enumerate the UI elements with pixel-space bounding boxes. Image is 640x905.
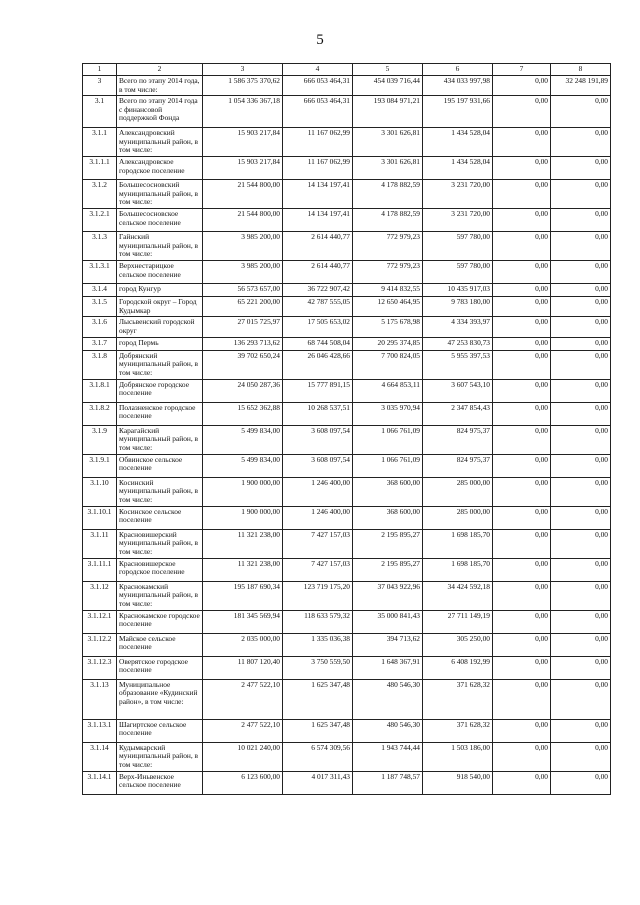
table-row <box>83 719 611 742</box>
amount-cell: 1 503 186,00 <box>423 742 493 771</box>
table-row <box>83 656 611 679</box>
row-code-cell: 3.1.1.1 <box>83 157 117 180</box>
amount-cell: 65 221 200,00 <box>203 297 283 317</box>
amount-cell: 2 477 522,10 <box>203 679 283 719</box>
column-header: 5 <box>353 64 423 76</box>
row-code-cell: 3.1.13 <box>83 679 117 719</box>
amount-cell: 0,00 <box>551 506 611 529</box>
amount-cell: 0,00 <box>493 529 551 558</box>
amount-cell: 4 178 882,59 <box>353 209 423 232</box>
table-row <box>83 297 611 317</box>
table-row <box>83 180 611 209</box>
amount-cell: 1 900 000,00 <box>203 506 283 529</box>
amount-cell: 2 035 000,00 <box>203 633 283 656</box>
amount-cell: 195 197 931,66 <box>423 96 493 128</box>
amount-cell: 0,00 <box>493 454 551 477</box>
row-code-cell: 3.1.1 <box>83 128 117 157</box>
amount-cell: 285 000,00 <box>423 477 493 506</box>
table-row <box>83 679 611 719</box>
table-row <box>83 454 611 477</box>
amount-cell: 772 979,23 <box>353 232 423 261</box>
amount-cell: 0,00 <box>493 337 551 350</box>
amount-cell: 1 246 400,00 <box>283 477 353 506</box>
row-code-cell: 3.1.2 <box>83 180 117 209</box>
row-code-cell: 3.1.8.1 <box>83 379 117 402</box>
amount-cell: 824 975,37 <box>423 425 493 454</box>
amount-cell: 5 499 834,00 <box>203 454 283 477</box>
amount-cell: 11 321 238,00 <box>203 529 283 558</box>
amount-cell: 1 900 000,00 <box>203 477 283 506</box>
row-name-cell: Краснокамское городское поселение <box>117 610 203 633</box>
amount-cell: 17 505 653,02 <box>283 317 353 337</box>
amount-cell: 394 713,62 <box>353 633 423 656</box>
amount-cell: 6 123 600,00 <box>203 771 283 794</box>
amount-cell: 11 807 120,40 <box>203 656 283 679</box>
amount-cell: 0,00 <box>551 633 611 656</box>
amount-cell: 0,00 <box>551 529 611 558</box>
amount-cell: 305 250,00 <box>423 633 493 656</box>
amount-cell: 56 573 657,00 <box>203 284 283 297</box>
amount-cell: 0,00 <box>493 679 551 719</box>
amount-cell: 1 054 336 367,18 <box>203 96 283 128</box>
amount-cell: 772 979,23 <box>353 261 423 284</box>
amount-cell: 5 499 834,00 <box>203 425 283 454</box>
amount-cell: 0,00 <box>493 402 551 425</box>
amount-cell: 0,00 <box>493 232 551 261</box>
row-code-cell: 3.1.12 <box>83 581 117 610</box>
table-row <box>83 633 611 656</box>
amount-cell: 1 066 761,09 <box>353 454 423 477</box>
row-name-cell: Городской округ – Город Кудымкар <box>117 297 203 317</box>
row-code-cell: 3.1.6 <box>83 317 117 337</box>
budget-table <box>82 63 611 795</box>
amount-cell: 1 586 375 370,62 <box>203 76 283 96</box>
amount-cell: 3 607 543,10 <box>423 379 493 402</box>
row-name-cell: Майское сельское поселение <box>117 633 203 656</box>
amount-cell: 26 046 428,66 <box>283 350 353 379</box>
row-code-cell: 3.1.2.1 <box>83 209 117 232</box>
row-code-cell: 3.1.3.1 <box>83 261 117 284</box>
amount-cell: 3 231 720,00 <box>423 180 493 209</box>
amount-cell: 9 414 832,55 <box>353 284 423 297</box>
amount-cell: 6 408 192,99 <box>423 656 493 679</box>
amount-cell: 2 195 895,27 <box>353 529 423 558</box>
table-row <box>83 261 611 284</box>
amount-cell: 1 246 400,00 <box>283 506 353 529</box>
amount-cell: 0,00 <box>493 506 551 529</box>
amount-cell: 0,00 <box>551 297 611 317</box>
table-row <box>83 581 611 610</box>
amount-cell: 597 780,00 <box>423 261 493 284</box>
row-name-cell: Полазненское городское поселение <box>117 402 203 425</box>
amount-cell: 3 985 200,00 <box>203 232 283 261</box>
amount-cell: 21 544 800,00 <box>203 180 283 209</box>
row-code-cell: 3.1.5 <box>83 297 117 317</box>
row-code-cell: 3.1.12.2 <box>83 633 117 656</box>
amount-cell: 6 574 309,56 <box>283 742 353 771</box>
amount-cell: 0,00 <box>551 317 611 337</box>
row-name-cell: Шагиртское сельское поселение <box>117 719 203 742</box>
amount-cell: 0,00 <box>493 297 551 317</box>
row-code-cell: 3.1.13.1 <box>83 719 117 742</box>
row-name-cell: Всего по этапу 2014 года, в том числе: <box>117 76 203 96</box>
amount-cell: 666 053 464,31 <box>283 96 353 128</box>
amount-cell: 32 248 191,89 <box>551 76 611 96</box>
amount-cell: 0,00 <box>551 402 611 425</box>
amount-cell: 0,00 <box>551 656 611 679</box>
amount-cell: 480 546,30 <box>353 719 423 742</box>
amount-cell: 0,00 <box>493 656 551 679</box>
amount-cell: 15 652 362,88 <box>203 402 283 425</box>
row-code-cell: 3.1.9.1 <box>83 454 117 477</box>
amount-cell: 0,00 <box>551 232 611 261</box>
amount-cell: 1 943 744,44 <box>353 742 423 771</box>
amount-cell: 0,00 <box>493 180 551 209</box>
row-name-cell: Верхнестарицкое сельское поселение <box>117 261 203 284</box>
amount-cell: 68 744 508,04 <box>283 337 353 350</box>
amount-cell: 918 540,00 <box>423 771 493 794</box>
amount-cell: 480 546,30 <box>353 679 423 719</box>
table-row <box>83 337 611 350</box>
row-name-cell: Александровский муниципальный район, в том числе: <box>117 128 203 157</box>
column-header: 7 <box>493 64 551 76</box>
table-row <box>83 742 611 771</box>
amount-cell: 0,00 <box>493 719 551 742</box>
amount-cell: 0,00 <box>493 379 551 402</box>
column-header: 4 <box>283 64 353 76</box>
amount-cell: 0,00 <box>551 558 611 581</box>
row-name-cell: Большесосновское сельское поселение <box>117 209 203 232</box>
amount-cell: 10 268 537,51 <box>283 402 353 425</box>
amount-cell: 0,00 <box>551 128 611 157</box>
amount-cell: 0,00 <box>551 771 611 794</box>
amount-cell: 0,00 <box>551 261 611 284</box>
amount-cell: 3 035 970,94 <box>353 402 423 425</box>
row-name-cell: Косинский муниципальный район, в том числе: <box>117 477 203 506</box>
amount-cell: 0,00 <box>551 379 611 402</box>
amount-cell: 11 321 238,00 <box>203 558 283 581</box>
amount-cell: 434 033 997,98 <box>423 76 493 96</box>
amount-cell: 0,00 <box>493 96 551 128</box>
amount-cell: 1 698 185,70 <box>423 529 493 558</box>
amount-cell: 4 017 311,43 <box>283 771 353 794</box>
amount-cell: 7 427 157,03 <box>283 529 353 558</box>
amount-cell: 11 167 062,99 <box>283 128 353 157</box>
table-header-row <box>83 64 611 76</box>
amount-cell: 0,00 <box>551 477 611 506</box>
amount-cell: 14 134 197,41 <box>283 209 353 232</box>
amount-cell: 3 608 097,54 <box>283 454 353 477</box>
table-row <box>83 379 611 402</box>
amount-cell: 285 000,00 <box>423 506 493 529</box>
amount-cell: 21 544 800,00 <box>203 209 283 232</box>
amount-cell: 0,00 <box>493 771 551 794</box>
amount-cell: 3 301 626,81 <box>353 157 423 180</box>
amount-cell: 0,00 <box>551 284 611 297</box>
row-name-cell: Краснокамский муниципальный район, в том числе: <box>117 581 203 610</box>
amount-cell: 136 293 713,62 <box>203 337 283 350</box>
amount-cell: 118 633 579,32 <box>283 610 353 633</box>
column-header: 6 <box>423 64 493 76</box>
amount-cell: 1 698 185,70 <box>423 558 493 581</box>
row-name-cell: Большесосновский муниципальный район, в том числе: <box>117 180 203 209</box>
amount-cell: 5 175 678,98 <box>353 317 423 337</box>
row-name-cell: Красновишерское городское поселение <box>117 558 203 581</box>
amount-cell: 27 711 149,19 <box>423 610 493 633</box>
amount-cell: 0,00 <box>551 96 611 128</box>
amount-cell: 0,00 <box>493 477 551 506</box>
amount-cell: 36 722 907,42 <box>283 284 353 297</box>
amount-cell: 368 600,00 <box>353 477 423 506</box>
row-code-cell: 3.1.8 <box>83 350 117 379</box>
row-code-cell: 3.1.14 <box>83 742 117 771</box>
row-code-cell: 3.1.7 <box>83 337 117 350</box>
amount-cell: 42 787 555,05 <box>283 297 353 317</box>
table-row <box>83 128 611 157</box>
amount-cell: 0,00 <box>551 742 611 771</box>
table-row <box>83 76 611 96</box>
table-row <box>83 317 611 337</box>
amount-cell: 0,00 <box>493 610 551 633</box>
amount-cell: 0,00 <box>551 337 611 350</box>
amount-cell: 3 608 097,54 <box>283 425 353 454</box>
row-code-cell: 3.1.14.1 <box>83 771 117 794</box>
amount-cell: 27 015 725,97 <box>203 317 283 337</box>
amount-cell: 371 628,32 <box>423 679 493 719</box>
amount-cell: 47 253 830,73 <box>423 337 493 350</box>
amount-cell: 15 777 891,15 <box>283 379 353 402</box>
amount-cell: 0,00 <box>493 209 551 232</box>
row-name-cell: город Пермь <box>117 337 203 350</box>
amount-cell: 1 625 347,48 <box>283 679 353 719</box>
amount-cell: 0,00 <box>551 454 611 477</box>
row-name-cell: Всего по этапу 2014 года с финансовой поддержкой Фонда <box>117 96 203 128</box>
amount-cell: 2 347 854,43 <box>423 402 493 425</box>
amount-cell: 454 039 716,44 <box>353 76 423 96</box>
amount-cell: 2 614 440,77 <box>283 232 353 261</box>
row-name-cell: Александровское городское поселение <box>117 157 203 180</box>
column-header: 3 <box>203 64 283 76</box>
row-code-cell: 3.1 <box>83 96 117 128</box>
row-name-cell: Обвинское сельское поселение <box>117 454 203 477</box>
amount-cell: 35 000 841,43 <box>353 610 423 633</box>
amount-cell: 0,00 <box>551 209 611 232</box>
amount-cell: 3 301 626,81 <box>353 128 423 157</box>
amount-cell: 3 985 200,00 <box>203 261 283 284</box>
amount-cell: 10 435 917,03 <box>423 284 493 297</box>
amount-cell: 371 628,32 <box>423 719 493 742</box>
row-code-cell: 3 <box>83 76 117 96</box>
row-code-cell: 3.1.3 <box>83 232 117 261</box>
table-row <box>83 209 611 232</box>
amount-cell: 3 750 559,50 <box>283 656 353 679</box>
amount-cell: 0,00 <box>493 633 551 656</box>
row-name-cell: Красновишерский муниципальный район, в том числе: <box>117 529 203 558</box>
amount-cell: 24 050 287,36 <box>203 379 283 402</box>
amount-cell: 11 167 062,99 <box>283 157 353 180</box>
amount-cell: 0,00 <box>493 317 551 337</box>
amount-cell: 0,00 <box>551 719 611 742</box>
amount-cell: 0,00 <box>493 425 551 454</box>
amount-cell: 15 903 217,84 <box>203 157 283 180</box>
amount-cell: 1 434 528,04 <box>423 128 493 157</box>
row-name-cell: Верх-Иньвенское сельское поселение <box>117 771 203 794</box>
amount-cell: 39 702 650,24 <box>203 350 283 379</box>
amount-cell: 15 903 217,84 <box>203 128 283 157</box>
amount-cell: 0,00 <box>551 581 611 610</box>
amount-cell: 1 625 347,48 <box>283 719 353 742</box>
column-header: 8 <box>551 64 611 76</box>
amount-cell: 2 477 522,10 <box>203 719 283 742</box>
amount-cell: 824 975,37 <box>423 454 493 477</box>
table-row <box>83 350 611 379</box>
amount-cell: 5 955 397,53 <box>423 350 493 379</box>
amount-cell: 0,00 <box>493 76 551 96</box>
amount-cell: 1 434 528,04 <box>423 157 493 180</box>
amount-cell: 597 780,00 <box>423 232 493 261</box>
amount-cell: 368 600,00 <box>353 506 423 529</box>
table-row <box>83 477 611 506</box>
column-header: 2 <box>117 64 203 76</box>
table-row <box>83 506 611 529</box>
amount-cell: 2 614 440,77 <box>283 261 353 284</box>
amount-cell: 2 195 895,27 <box>353 558 423 581</box>
amount-cell: 7 427 157,03 <box>283 558 353 581</box>
amount-cell: 181 345 569,94 <box>203 610 283 633</box>
amount-cell: 1 066 761,09 <box>353 425 423 454</box>
amount-cell: 3 231 720,00 <box>423 209 493 232</box>
table-row <box>83 157 611 180</box>
row-code-cell: 3.1.8.2 <box>83 402 117 425</box>
amount-cell: 0,00 <box>551 180 611 209</box>
row-code-cell: 3.1.12.3 <box>83 656 117 679</box>
amount-cell: 12 650 464,95 <box>353 297 423 317</box>
amount-cell: 1 648 367,91 <box>353 656 423 679</box>
row-code-cell: 3.1.10.1 <box>83 506 117 529</box>
table-row <box>83 96 611 128</box>
amount-cell: 1 335 036,38 <box>283 633 353 656</box>
row-name-cell: Добрянское городское поселение <box>117 379 203 402</box>
row-code-cell: 3.1.4 <box>83 284 117 297</box>
amount-cell: 0,00 <box>551 157 611 180</box>
page-number: 5 <box>316 32 324 48</box>
table-row <box>83 558 611 581</box>
amount-cell: 0,00 <box>493 284 551 297</box>
amount-cell: 123 719 175,20 <box>283 581 353 610</box>
amount-cell: 20 295 374,85 <box>353 337 423 350</box>
row-name-cell: Карагайский муниципальный район, в том числе: <box>117 425 203 454</box>
row-name-cell: Муниципальное образование «Кудинский район», в том числе: <box>117 679 203 719</box>
row-name-cell: Лысьвенский городской округ <box>117 317 203 337</box>
row-name-cell: Косинское сельское поселение <box>117 506 203 529</box>
table-row <box>83 425 611 454</box>
amount-cell: 37 043 922,96 <box>353 581 423 610</box>
amount-cell: 666 053 464,31 <box>283 76 353 96</box>
amount-cell: 0,00 <box>493 558 551 581</box>
row-code-cell: 3.1.12.1 <box>83 610 117 633</box>
amount-cell: 0,00 <box>551 350 611 379</box>
amount-cell: 9 783 180,00 <box>423 297 493 317</box>
table-row <box>83 610 611 633</box>
amount-cell: 0,00 <box>493 350 551 379</box>
column-header: 1 <box>83 64 117 76</box>
amount-cell: 10 021 240,00 <box>203 742 283 771</box>
table-row <box>83 232 611 261</box>
amount-cell: 0,00 <box>493 157 551 180</box>
row-code-cell: 3.1.9 <box>83 425 117 454</box>
amount-cell: 14 134 197,41 <box>283 180 353 209</box>
row-code-cell: 3.1.10 <box>83 477 117 506</box>
table-row <box>83 529 611 558</box>
amount-cell: 0,00 <box>493 261 551 284</box>
table-row <box>83 771 611 794</box>
row-name-cell: Гайнский муниципальный район, в том числе: <box>117 232 203 261</box>
amount-cell: 7 700 824,05 <box>353 350 423 379</box>
amount-cell: 0,00 <box>493 128 551 157</box>
amount-cell: 34 424 592,18 <box>423 581 493 610</box>
row-name-cell: Добрянский муниципальный район, в том числе: <box>117 350 203 379</box>
table-row <box>83 284 611 297</box>
amount-cell: 0,00 <box>551 679 611 719</box>
amount-cell: 4 178 882,59 <box>353 180 423 209</box>
amount-cell: 0,00 <box>493 581 551 610</box>
amount-cell: 0,00 <box>551 425 611 454</box>
row-name-cell: Оверятское городское поселение <box>117 656 203 679</box>
amount-cell: 193 084 971,21 <box>353 96 423 128</box>
amount-cell: 0,00 <box>551 610 611 633</box>
amount-cell: 1 187 748,57 <box>353 771 423 794</box>
amount-cell: 0,00 <box>493 742 551 771</box>
row-name-cell: Кудымкарский муниципальный район, в том числе: <box>117 742 203 771</box>
table-row <box>83 402 611 425</box>
amount-cell: 195 187 690,34 <box>203 581 283 610</box>
amount-cell: 4 664 853,11 <box>353 379 423 402</box>
row-name-cell: город Кунгур <box>117 284 203 297</box>
row-code-cell: 3.1.11.1 <box>83 558 117 581</box>
amount-cell: 4 334 393,97 <box>423 317 493 337</box>
row-code-cell: 3.1.11 <box>83 529 117 558</box>
